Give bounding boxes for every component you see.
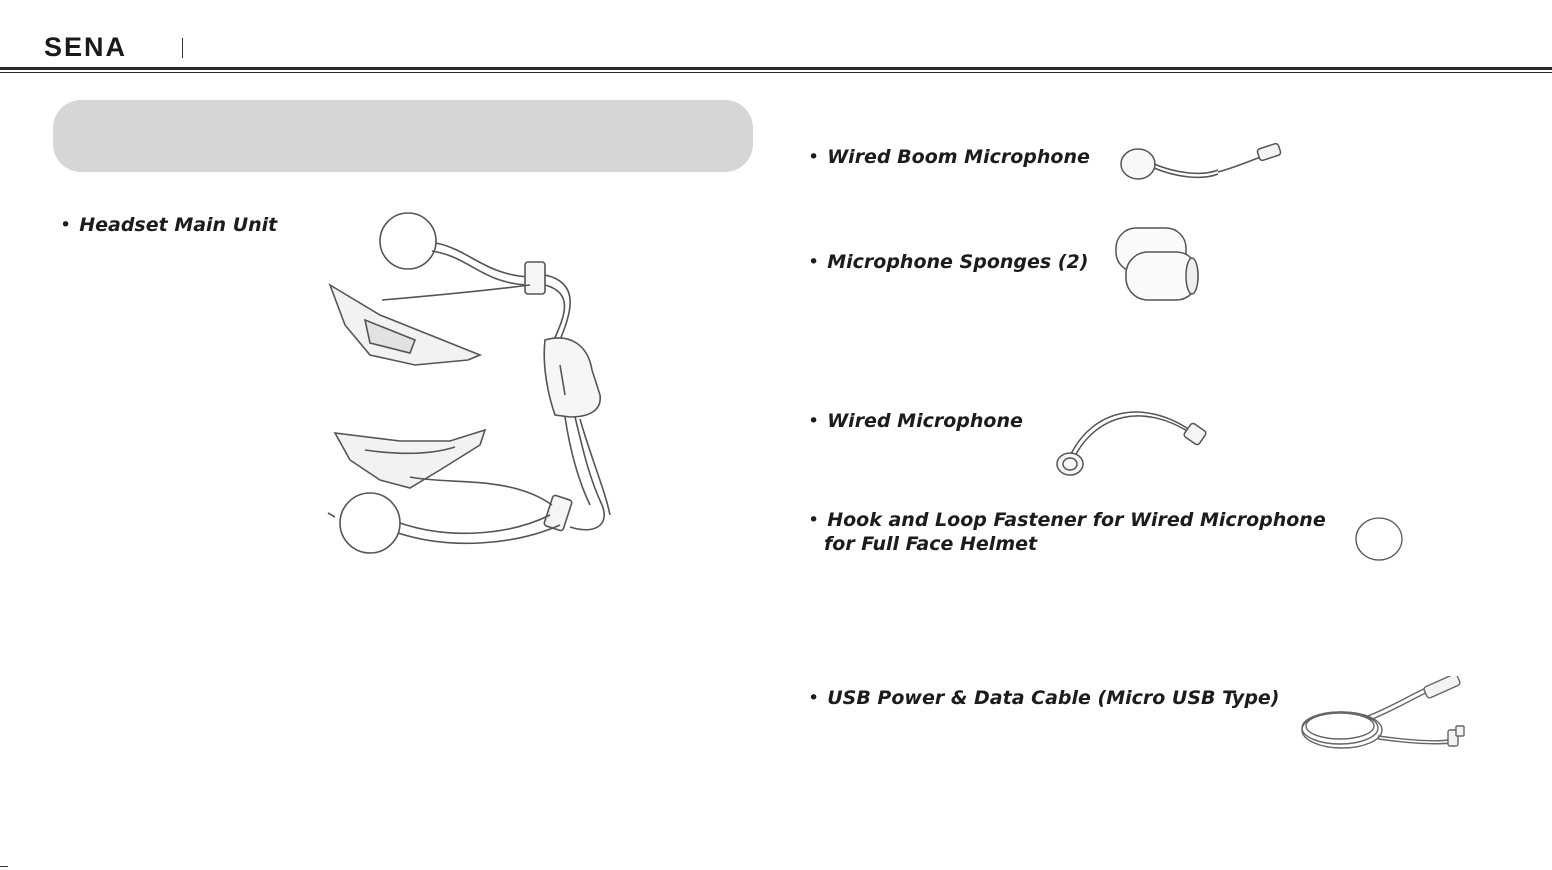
bullet: • <box>808 687 820 709</box>
wired-boom-microphone-illustration <box>1118 140 1288 190</box>
item-hook-and-loop-fastener <box>808 508 1326 556</box>
page-header <box>0 0 1552 80</box>
item-headset-main-unit <box>60 213 277 237</box>
bullet: • <box>808 410 820 432</box>
hook-and-loop-fastener-illustration <box>1352 515 1406 563</box>
item-usb-cable <box>808 686 1280 710</box>
header-rule-thin <box>0 72 1552 73</box>
headset-main-unit-illustration <box>320 205 620 560</box>
item-label: Headset Main Unit <box>79 214 278 236</box>
item-label: Hook and Loop Fastener for Wired Microphone <box>827 509 1326 531</box>
bullet: • <box>60 214 72 236</box>
section-banner <box>53 100 753 172</box>
bullet: • <box>808 509 820 531</box>
page-corner-mark <box>0 866 8 867</box>
bullet: • <box>808 251 820 273</box>
sena-logo <box>44 34 168 58</box>
bullet: • <box>808 146 820 168</box>
item-wired-boom-microphone <box>808 145 1090 169</box>
microphone-sponges-illustration <box>1112 224 1204 306</box>
item-wired-microphone <box>808 409 1023 433</box>
logo-separator <box>182 38 183 58</box>
wired-microphone-illustration <box>1052 400 1212 482</box>
item-label: Wired Microphone <box>827 410 1023 432</box>
item-label: USB Power & Data Cable (Micro USB Type) <box>827 687 1280 709</box>
svg-text:SENA: SENA <box>44 34 128 58</box>
header-rule-thick <box>0 67 1552 70</box>
item-label: Wired Boom Microphone <box>827 146 1090 168</box>
usb-cable-illustration <box>1298 676 1470 752</box>
item-microphone-sponges <box>808 250 1088 274</box>
item-label: Microphone Sponges (2) <box>827 251 1089 273</box>
item-label-line2: for Full Face Helmet <box>824 533 1038 555</box>
